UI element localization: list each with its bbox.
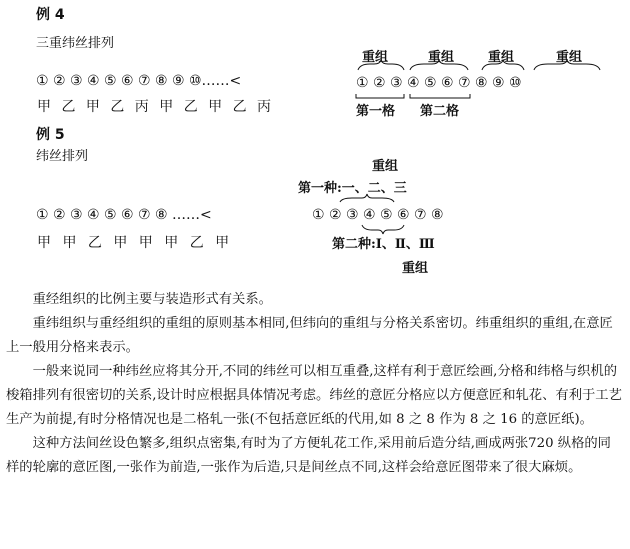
brace-example5-bottom — [362, 225, 404, 234]
example5-group-top: 重组 — [372, 159, 399, 174]
example4-group-2: 重组 — [428, 50, 455, 65]
example4-first-cell: 第一格 — [356, 104, 396, 119]
example4-group-4: 重组 — [556, 50, 583, 65]
example5-group-sequence: ① ② ③ ④ ⑤ ⑥ ⑦ ⑧ — [312, 207, 444, 223]
example5-group-bottom: 重组 — [402, 261, 429, 276]
example4-caption: 三重纬丝排列 — [36, 36, 115, 51]
example4-group-3: 重组 — [488, 50, 515, 65]
example5-caption: 纬丝排列 — [36, 149, 89, 164]
brace-group-4 — [534, 60, 600, 70]
paragraph-4: 这种方法间丝设色繁多,组织点密集,有时为了方便轧花工作,采用前后造分结,画成两张720 纵格的同样的轮廓的意匠图,一张作为前造,一张作为后造,只是间丝点不同,这样会给意匠图带来了很大麻烦。 — [6, 436, 611, 475]
example5-second-kind: 第二种:Ⅰ、Ⅱ、Ⅲ — [332, 237, 435, 252]
example5-first-kind: 第一种:一、二、三 — [298, 181, 407, 196]
brace-group-1 — [358, 60, 404, 70]
paragraph-3: 一般来说同一种纬丝应将其分开,不同的纬丝可以相互重叠,这样有利于意匠绘画,分格和纬格与织机的梭箱排列有很密切的关系,设计时应根据具体情况考虑。纬丝的意匠分格应以方便意匠和轧花、有利于工艺生产为前提,有时分格情况也是二格轧一张(不包括意匠纸的代用,如 8 之 8 作为 8 之 16 的意匠纸)。 — [6, 364, 622, 427]
example5-colors: 甲 甲 乙 甲 甲 甲 乙 甲 — [37, 235, 230, 251]
example5-title: 例 5 — [36, 127, 65, 143]
brace-example5-top — [340, 194, 394, 202]
brace-group-2 — [410, 60, 468, 70]
example4-group-1: 重组 — [362, 50, 389, 65]
example4-second-cell: 第二格 — [420, 104, 460, 119]
example4-group-sequence: ① ② ③ ④ ⑤ ⑥ ⑦ ⑧ ⑨ ⑩ — [356, 75, 522, 91]
body-text — [6, 288, 624, 480]
example4-title: 例 4 — [36, 7, 65, 23]
brace-group-3 — [482, 60, 524, 70]
bracket-second-cell — [410, 94, 470, 98]
paragraph-1: 重经组织的比例主要与装造形式有关系。 — [32, 292, 272, 307]
example5-sequence: ① ② ③ ④ ⑤ ⑥ ⑦ ⑧ ……< — [36, 207, 212, 223]
bracket-first-cell — [356, 94, 404, 98]
example4-colors: 甲 乙 甲 乙 丙 甲 乙 甲 乙 丙 — [37, 99, 272, 115]
paragraph-2: 重纬组织与重经组织的重组的原则基本相同,但纬向的重组与分格关系密切。纬重组织的重组,在意匠上一般用分格来表示。 — [6, 316, 613, 355]
example4-sequence: ① ② ③ ④ ⑤ ⑥ ⑦ ⑧ ⑨ ⑩……< — [36, 73, 242, 89]
